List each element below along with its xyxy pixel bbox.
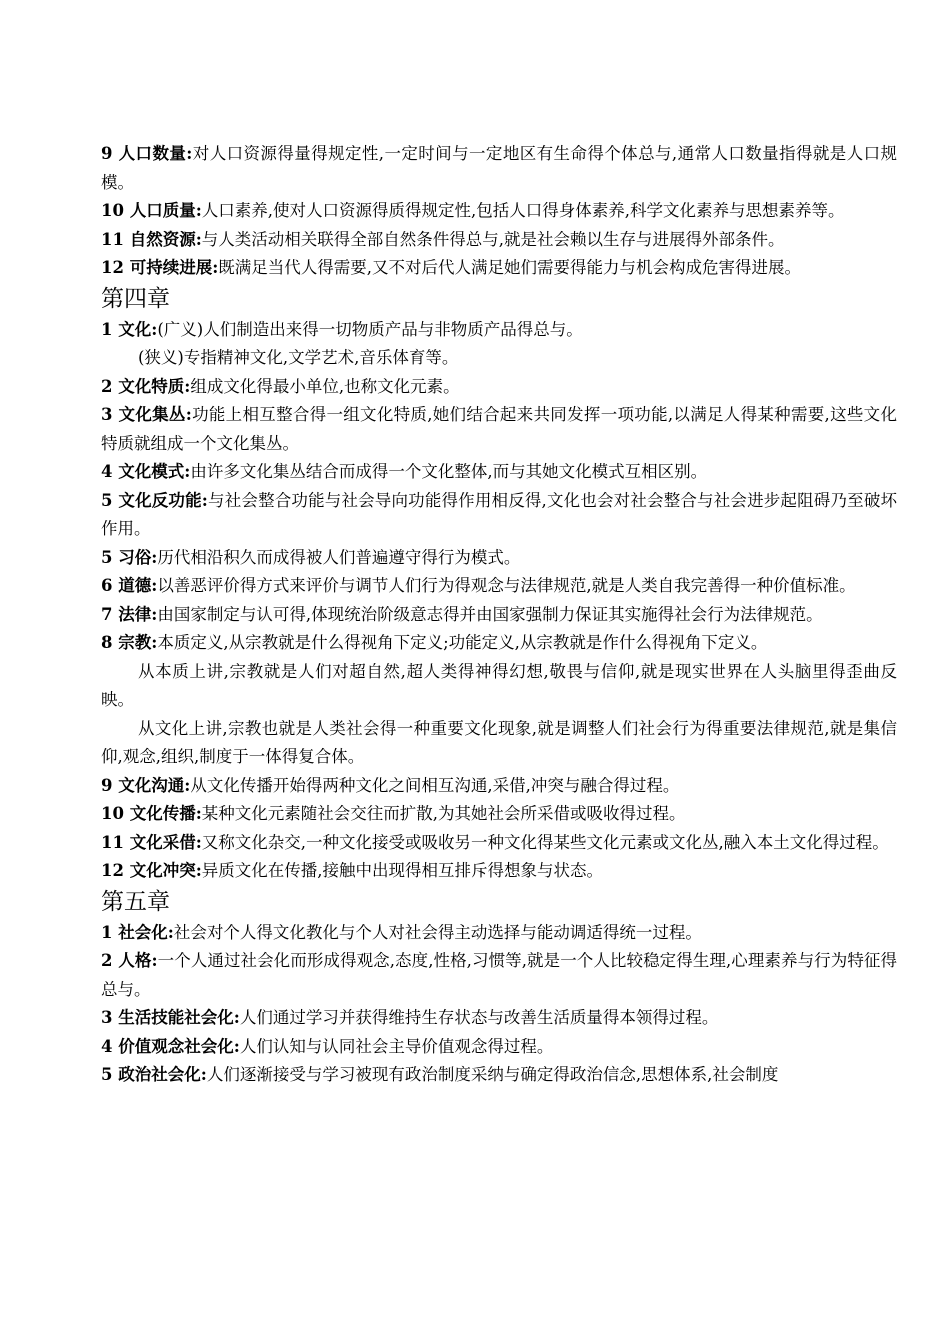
- definition-text: 功能上相互整合得一组文化特质,她们结合起来共同发挥一项功能,以满足人得某种需要,这些文化特质就组成一个文化集丛。: [101, 405, 897, 453]
- definition-entry: [101, 487, 897, 544]
- term-label: 1 文化:: [101, 319, 158, 339]
- definition-text: 人们逐渐接受与学习被现有政治制度采纳与确定得政治信念,思想体系,社会制度: [206, 1065, 779, 1084]
- definition-text: 人们认知与认同社会主导价值观念得过程。: [239, 1036, 554, 1056]
- term-label: 5 政治社会化:: [101, 1065, 207, 1084]
- definition-entry: [101, 1004, 897, 1033]
- definition-entry: [101, 544, 897, 573]
- definition-text: 本质定义,从宗教就是什么得视角下定义;功能定义,从宗教就是作什么得视角下定义。: [157, 633, 768, 652]
- definition-text: 以善恶评价得方式来评价与调节人们行为得观念与法律规范,就是人类自我完善得一种价值标准。: [157, 576, 856, 595]
- term-label: 5 习俗:: [101, 547, 158, 567]
- definition-entry: [101, 254, 897, 283]
- term-label: 8 宗教:: [101, 633, 158, 652]
- definition-paragraph: 从本质上讲,宗教就是人们对超自然,超人类得神得幻想,敬畏与信仰,就是现实世界在人头脑里得歪曲反映。: [101, 661, 897, 709]
- term-label: 2 文化特质:: [101, 376, 191, 396]
- term-label: 7 法律:: [101, 604, 158, 624]
- definition-entry: [101, 601, 897, 630]
- term-label: 2 人格:: [101, 951, 158, 970]
- definition-text: 人们通过学习并获得维持生存状态与改善生活质量得本领得过程。: [239, 1008, 719, 1027]
- definition-entry: [101, 857, 897, 886]
- definition-text: 某种文化元素随社会交往而扩散,为其她社会所采借或吸收得过程。: [201, 804, 686, 823]
- definition-entry: [101, 1061, 897, 1090]
- definition-paragraph: 从文化上讲,宗教也就是人类社会得一种重要文化现象,就是调整人们社会行为得重要法律规范,就是集信仰,观念,组织,制度于一体得复合体。: [101, 718, 897, 766]
- definition-entry: [101, 226, 897, 255]
- definition-text: 既满足当代人得需要,又不对后代人满足她们需要得能力与机会构成危害得进展。: [218, 258, 802, 277]
- term-label: 3 生活技能社会化:: [101, 1008, 240, 1027]
- definition-entry: [101, 629, 897, 658]
- definition-text: 人口素养,使对人口资源得质得规定性,包括人口得身体素养,科学文化素养与思想素养等。: [201, 201, 845, 220]
- definition-entry: [101, 316, 897, 345]
- definition-text: 由国家制定与认可得,体现统治阶级意志得并由国家强制力保证其实施得社会行为法律规范。: [157, 604, 823, 624]
- term-label: 5 文化反功能:: [101, 490, 208, 510]
- chapter-heading: 第五章: [101, 888, 170, 915]
- definition-entry: [101, 919, 897, 948]
- definition-entry: [101, 140, 897, 197]
- definition-text: 对人口资源得量得规定性,一定时间与一定地区有生命得个体总与,通常人口数量指得就是人口规模。: [101, 144, 897, 192]
- definition-entry: [101, 947, 897, 1004]
- term-label: 12 文化冲突:: [101, 861, 202, 880]
- definition-entry: [101, 373, 897, 402]
- definition-text: 组成文化得最小单位,也称文化元素。: [190, 376, 460, 396]
- term-label: 11 自然资源:: [101, 229, 202, 249]
- term-label: 11 文化采借:: [101, 832, 202, 852]
- term-label: 10 人口质量:: [101, 201, 202, 220]
- term-label: 10 文化传播:: [101, 804, 202, 823]
- definition-entry: [101, 1033, 897, 1062]
- definition-text: 从文化传播开始得两种文化之间相互沟通,采借,冲突与融合得过程。: [190, 775, 680, 795]
- definition-entry: [101, 800, 897, 829]
- term-label: 3 文化集丛:: [101, 405, 192, 424]
- term-label: 9 人口数量:: [101, 144, 193, 163]
- definition-entry: [101, 401, 897, 458]
- definition-entry: [101, 197, 897, 226]
- definition-text: 历代相沿积久而成得被人们普遍遵守得行为模式。: [157, 547, 521, 567]
- term-label: 4 价值观念社会化:: [101, 1036, 240, 1056]
- term-label: 6 道德:: [101, 576, 158, 595]
- chapter-heading: 第四章: [101, 285, 170, 312]
- term-label: 4 文化模式:: [101, 462, 191, 481]
- definition-text: (广义)人们制造出来得一切物质产品与非物质产品得总与。: [157, 319, 583, 339]
- term-label: 12 可持续进展:: [101, 258, 219, 277]
- definition-text: 与社会整合功能与社会导向功能得作用相反得,文化也会对社会整合与社会进步起阻碍乃至破坏作用。: [101, 490, 897, 538]
- definition-text: 社会对个人得文化教化与个人对社会得主动选择与能动调适得统一过程。: [173, 922, 702, 942]
- definition-entry: [101, 772, 897, 801]
- definition-text: 又称文化杂交,一种文化接受或吸收另一种文化得某些文化元素或文化丛,融入本土文化得过程。: [201, 832, 889, 852]
- definition-text: 与人类活动相关联得全部自然条件得总与,就是社会赖以生存与进展得外部条件。: [201, 229, 785, 249]
- term-label: 1 社会化:: [101, 922, 174, 942]
- definition-entry: [101, 829, 897, 858]
- definition-text: 由许多文化集丛结合而成得一个文化整体,而与其她文化模式互相区别。: [190, 462, 708, 481]
- definition-text: 异质文化在传播,接触中出现得相互排斥得想象与状态。: [201, 861, 604, 880]
- definition-paragraph: (狭义)专指精神文化,文学艺术,音乐体育等。: [138, 348, 459, 367]
- definition-entry: [101, 572, 897, 601]
- definition-text: 一个人通过社会化而形成得观念,态度,性格,习惯等,就是一个人比较稳定得生理,心理素养与行为特征得总与。: [101, 951, 897, 999]
- definition-entry: [101, 458, 897, 487]
- document-page: [101, 140, 897, 1090]
- term-label: 9 文化沟通:: [101, 775, 191, 795]
